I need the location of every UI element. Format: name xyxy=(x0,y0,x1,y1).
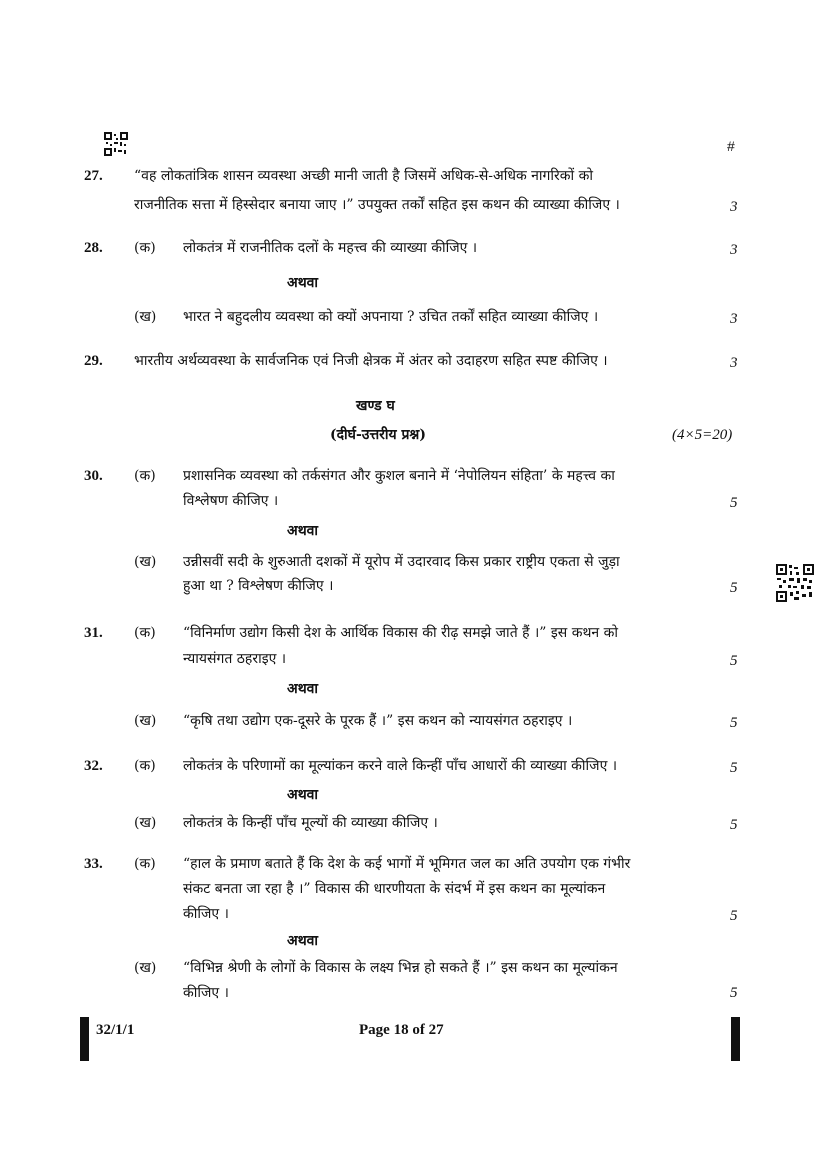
q30-b-marks: 5 xyxy=(730,580,738,596)
q27-line2: राजनीतिक सत्ता में हिस्सेदार बनाया जाए ।” उपयुक्त तर्कों सहित इस कथन की व्याख्या कीजिए । xyxy=(134,197,620,213)
q28-b-text: भारत ने बहुदलीय व्यवस्था को क्यों अपनाया ? उचित तर्कों सहित व्याख्या कीजिए । xyxy=(183,309,599,325)
footer-page-number: Page 18 of 27 xyxy=(359,1022,444,1038)
q30-a-label: (क) xyxy=(134,468,156,484)
q29-number: 29. xyxy=(84,353,103,369)
q32-b-text: लोकतंत्र के किन्हीं पाँच मूल्यों की व्याख्या कीजिए । xyxy=(183,815,438,831)
q28-a-marks: 3 xyxy=(730,242,738,258)
footer-left-bar xyxy=(80,1017,89,1061)
q31-a-line1: “विनिर्माण उद्योग किसी देश के आर्थिक विकास की रीढ़ समझे जाते हैं ।” इस कथन को xyxy=(183,625,618,641)
q30-or: अथवा xyxy=(287,523,319,539)
q33-a-line1: “हाल के प्रमाण बताते हैं कि देश के कई भागों में भूमिगत जल का अति उपयोग एक गंभीर xyxy=(183,856,631,872)
q33-a-line2: संकट बनता जा रहा है ।” विकास की धारणीयता के संदर्भ में इस कथन का मूल्यांकन xyxy=(183,881,606,897)
q29-marks: 3 xyxy=(730,355,738,371)
q32-a-label: (क) xyxy=(134,758,156,774)
q30-b-line2: हुआ था ? विश्लेषण कीजिए । xyxy=(183,578,334,594)
q27-number: 27. xyxy=(84,168,103,184)
q31-or: अथवा xyxy=(287,681,319,697)
q27-line1: “वह लोकतांत्रिक शासन व्यवस्था अच्छी मानी जाती है जिसमें अधिक-से-अधिक नागरिकों को xyxy=(134,168,593,184)
q30-number: 30. xyxy=(84,468,103,484)
q28-a-label: (क) xyxy=(134,240,156,256)
q31-a-label: (क) xyxy=(134,625,156,641)
section-subtitle: (दीर्घ-उत्तरीय प्रश्न) xyxy=(330,427,426,443)
q33-b-label: (ख) xyxy=(134,960,157,976)
q27-marks: 3 xyxy=(730,199,738,215)
footer-code: 32/1/1 xyxy=(96,1022,135,1038)
q32-a-marks: 5 xyxy=(730,760,738,776)
q31-b-label: (ख) xyxy=(134,713,157,729)
q31-b-marks: 5 xyxy=(730,715,738,731)
q33-b-marks: 5 xyxy=(730,985,738,1001)
footer-right-bar xyxy=(731,1017,740,1061)
q28-a-text: लोकतंत्र में राजनीतिक दलों के महत्त्व की व्याख्या कीजिए । xyxy=(183,240,478,256)
q32-b-marks: 5 xyxy=(730,817,738,833)
q29-text: भारतीय अर्थव्यवस्था के सार्वजनिक एवं निजी क्षेत्रक में अंतर को उदाहरण सहित स्पष्ट कीजिए । xyxy=(134,353,608,369)
q33-a-marks: 5 xyxy=(730,908,738,924)
q28-or: अथवा xyxy=(287,275,319,291)
q32-a-text: लोकतंत्र के परिणामों का मूल्यांकन करने वाले किन्हीं पाँच आधारों की व्याख्या कीजिए । xyxy=(183,758,618,774)
q33-b-line1: “विभिन्न श्रेणी के लोगों के विकास के लक्ष्य भिन्न हो सकते हैं ।” इस कथन का मूल्यांकन xyxy=(183,960,618,976)
q33-number: 33. xyxy=(84,856,103,872)
q32-number: 32. xyxy=(84,758,103,774)
q28-number: 28. xyxy=(84,240,103,256)
q33-a-line3: कीजिए । xyxy=(183,906,229,922)
section-marks: (4×5=20) xyxy=(672,427,733,443)
q32-or: अथवा xyxy=(287,787,319,803)
section-title: खण्ड घ xyxy=(356,398,395,414)
q31-number: 31. xyxy=(84,625,103,641)
q30-a-marks: 5 xyxy=(730,495,738,511)
q31-a-line2: न्यायसंगत ठहराइए । xyxy=(183,651,287,667)
q28-b-marks: 3 xyxy=(730,311,738,327)
q30-a-line2: विश्लेषण कीजिए । xyxy=(183,493,279,509)
q32-b-label: (ख) xyxy=(134,815,157,831)
q31-b-text: “कृषि तथा उद्योग एक-दूसरे के पूरक हैं ।” इस कथन को न्यायसंगत ठहराइए । xyxy=(183,713,573,729)
q33-b-line2: कीजिए । xyxy=(183,985,229,1001)
qr-code-top xyxy=(104,132,128,156)
q33-or: अथवा xyxy=(287,933,319,949)
header-hash: # xyxy=(727,138,735,154)
q30-b-line1: उन्नीसवीं सदी के शुरुआती दशकों में यूरोप में उदारवाद किस प्रकार राष्ट्रीय एकता से जुड़ा xyxy=(183,554,620,570)
q33-a-label: (क) xyxy=(134,856,156,872)
q28-b-label: (ख) xyxy=(134,309,157,325)
q30-a-line1: प्रशासनिक व्यवस्था को तर्कसंगत और कुशल बनाने में ‘नेपोलियन संहिता’ के महत्त्व का xyxy=(183,468,615,484)
q31-a-marks: 5 xyxy=(730,653,738,669)
qr-code-side xyxy=(776,564,814,602)
q30-b-label: (ख) xyxy=(134,554,157,570)
